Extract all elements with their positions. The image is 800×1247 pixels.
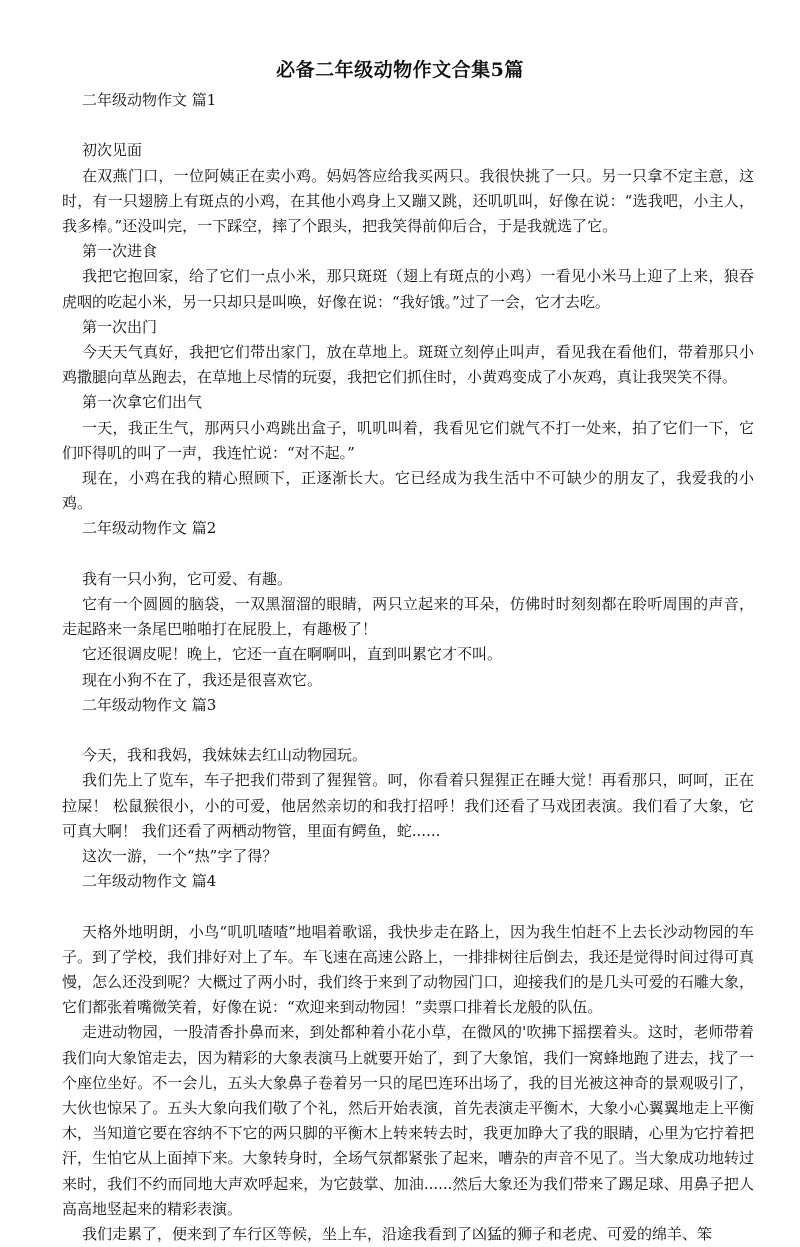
paragraph: 我们走累了，便来到了车行区等候，坐上车，沿途我看到了凶猛的狮子和老虎、可爱的绵羊、笨 [82, 1225, 713, 1244]
document-title: 必备二年级动物作文合集5篇 [276, 59, 524, 81]
paragraph: 天格外地明朗，小鸟“叽叽喳喳”地唱着歌谣，我快步走在路上，因为我生怕赶不上去长沙动物园的车子。到了学校，我们排好对上了车。车飞速在高速公路上，一排排树往后倒去，我还是觉得时间过得可真慢，怎么还没到呢？大概过了两小时，我们终于来到了动物园门口，迎接我们的是几头可爱的石雕大象，它们都张着嘴微笑着，好像在说：“欢迎来到动物园！”卖票口排着长龙般的队伍。 [62, 922, 754, 1017]
paragraph: 一天，我正生气，那两只小鸡跳出盒子，叽叽叫着，我看见它们就气不打一处来，拍了它们一下，它们吓得叽的叫了一声，我连忙说：“对不起。” [62, 418, 754, 462]
document-body [62, 88, 754, 1247]
section-heading: 第一次进食 [82, 242, 158, 261]
paragraph: 今天，我和我妈，我妹妹去红山动物园玩。 [82, 746, 368, 765]
section-heading: 二年级动物作文 篇1 [82, 91, 217, 109]
paragraph: 今天天气真好，我把它们带出家门，放在草地上。斑斑立刻停止叫声，看见我在看他们，带着那只小鸡撒腿向草丛跑去，在草地上尽情的玩耍，我把它们抓住时，小黄鸡变成了小灰鸡，真让我哭笑不得。 [62, 343, 754, 387]
section-heading: 二年级动物作文 篇2 [82, 519, 217, 538]
paragraph: 我们先上了览车，车子把我们带到了猩猩管。呵，你看着只猩猩正在睡大觉！再看那只，呵呵，正在拉屎！ 松鼠猴很小，小的可爱，他居然亲切的和我打招呼！我们还看了马戏团表演。我们看了大象，它可真大啊！ 我们还看了两栖动物管，里面有鳄鱼，蛇...... [62, 771, 754, 840]
paragraph: 在双燕门口，一位阿姨正在卖小鸡。妈妈答应给我买两只。我很快挑了一只。另一只拿不定主意，这时，有一只翅膀上有斑点的小鸡，在其他小鸡身上又蹦又跳，还叽叽叫，好像在说：“选我吧，小主人，我多棒。”还没叫完，一下踩空，摔了个跟头，把我笑得前仰后合，于是我就选了它。 [62, 166, 754, 235]
paragraph: 它还很调皮呢！晚上，它还一直在啊啊叫，直到叫累它才不叫。 [82, 645, 503, 664]
paragraph: 我有一只小狗，它可爱、有趣。 [82, 569, 293, 588]
paragraph: 这次一游，一个“热”字了得？ [82, 847, 278, 866]
paragraph: 现在，小鸡在我的精心照顾下，正逐渐长大。它已经成为我生活中不可缺少的朋友了，我爱我的小鸡。 [62, 469, 754, 513]
paragraph: 走进动物园，一股清香扑鼻而来，到处都种着小花小草，在微风的'吹拂下摇摆着头。这时，老师带着我们向大象馆走去，因为精彩的大象表演马上就要开始了，到了大象馆，我们一窝蜂地跑了进去，找了一个座位坐好。不一会儿，五头大象鼻子卷着另一只的尾巴连环出场了，我的目光被这神奇的景观吸引了，大伙也惊呆了。五头大象向我们敬了个礼，然后开始表演，首先表演走平衡木，大象小心翼翼地走上平衡木，当知道它要在容纳不下它的两只脚的平衡木上转来转去时，我更加睁大了我的眼睛，心里为它拧着把汗，生怕它从上面掉下来。大象转身时，全场气氛都紧张了起来，嘈杂的声音不见了。当大象成功地转过来时，我们不约而同地大声欢呼起来，为它鼓掌、加油......然后大象还为我们带来了踢足球、用鼻子把人高高地竖起来的精彩表演。 [62, 1023, 754, 1218]
paragraph: 现在小狗不在了，我还是很喜欢它。 [82, 670, 323, 689]
section-heading: 初次见面 [82, 141, 143, 160]
section-heading: 第一次拿它们出气 [82, 393, 203, 412]
section-heading: 第一次出门 [82, 317, 158, 336]
section-heading: 二年级动物作文 篇3 [82, 695, 217, 714]
paragraph: 我把它抱回家，给了它们一点小米，那只斑斑（翅上有斑点的小鸡）一看见小米马上迎了上来，狼吞虎咽的吃起小米，另一只却只是叫唤，好像在说：“我好饿。”过了一会，它才去吃。 [62, 267, 754, 311]
paragraph: 它有一个圆圆的脑袋，一双黑溜溜的眼睛，两只立起来的耳朵，仿佛时时刻刻都在聆听周围的声音，走起路来一条尾巴啪啪打在屁股上，有趣极了！ [62, 595, 754, 639]
section-heading: 二年级动物作文 篇4 [82, 872, 217, 891]
